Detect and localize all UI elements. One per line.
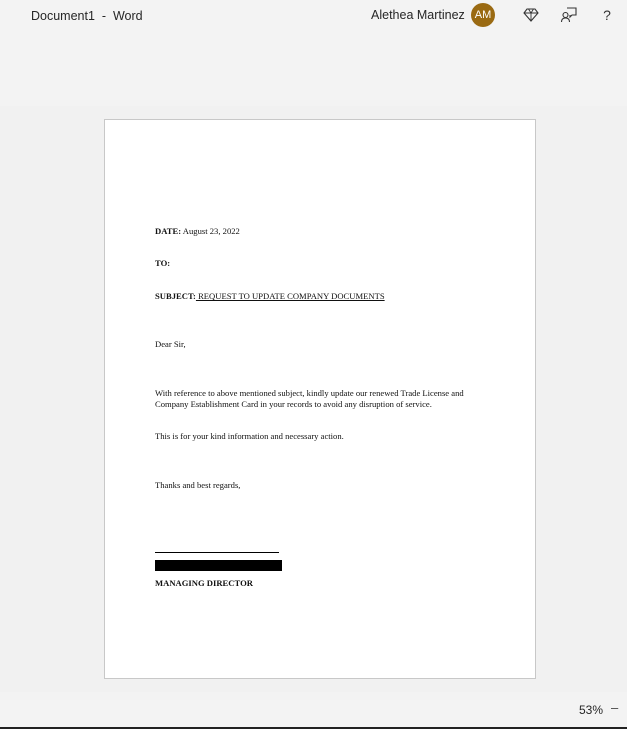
- signature-line: [155, 552, 279, 553]
- body-paragraph-line-1: With reference to above mentioned subject, kindly update our renewed Trade License and: [155, 388, 464, 398]
- date-label: DATE:: [155, 226, 182, 236]
- salutation: Dear Sir,: [155, 339, 186, 349]
- zoom-level[interactable]: 53%: [579, 703, 604, 717]
- signature-title: MANAGING DIRECTOR: [155, 578, 253, 588]
- account-name[interactable]: Alethea Martinez: [371, 8, 465, 22]
- share-feedback-icon[interactable]: [559, 5, 579, 25]
- diamond-icon[interactable]: [521, 5, 541, 25]
- date-value: August 23, 2022: [181, 226, 240, 236]
- help-icon[interactable]: ?: [603, 7, 611, 23]
- closing: Thanks and best regards,: [155, 480, 241, 490]
- redacted-name: [155, 560, 282, 571]
- subject-label: SUBJECT:: [155, 291, 196, 301]
- body-paragraph-2: This is for your kind information and necessary action.: [155, 431, 344, 441]
- status-bar: [0, 692, 627, 727]
- body-paragraph-line-2: Company Establishment Card in your records to avoid any disruption of service.: [155, 399, 432, 409]
- to-label: TO:: [155, 258, 171, 268]
- zoom-out-button[interactable]: –: [611, 700, 619, 715]
- date-line: [155, 226, 240, 237]
- document-title: Document1 - Word: [31, 9, 143, 23]
- subject-value: REQUEST TO UPDATE COMPANY DOCUMENTS: [195, 291, 385, 301]
- subject-line: [155, 291, 385, 302]
- avatar[interactable]: AM: [471, 3, 495, 27]
- title-bar: [0, 0, 627, 34]
- ribbon-area: [0, 34, 627, 106]
- document-page[interactable]: [104, 119, 536, 679]
